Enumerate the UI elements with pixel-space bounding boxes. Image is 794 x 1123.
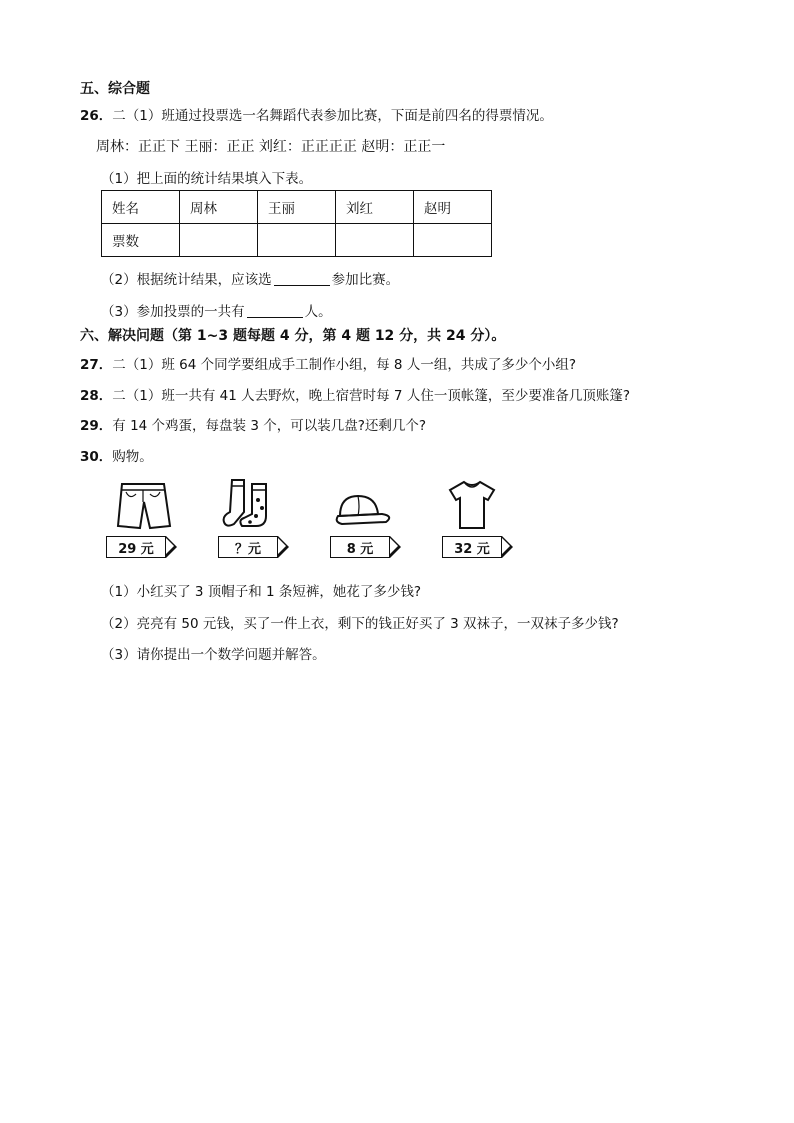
answer-blank[interactable]: [274, 271, 330, 286]
question-number: 29．: [80, 418, 113, 434]
part-text: 参加比赛。: [331, 272, 400, 288]
price-tag: 8 元: [330, 536, 390, 558]
table-cell: 王丽: [258, 191, 336, 224]
tally-results: 周林：正正下 王丽：正正 刘红：正正正正 赵明：正正一: [96, 139, 446, 155]
question-number: 26．: [80, 108, 113, 124]
item-tshirt: [436, 476, 516, 564]
table-row: [102, 224, 492, 257]
socks-icon: [212, 476, 292, 536]
answer-cell[interactable]: [414, 224, 492, 257]
question-text: 二（1）班 64 个同学要组成手工制作小组，每 8 人一组，共成了多少个小组?: [112, 357, 576, 373]
answer-cell[interactable]: [180, 224, 258, 257]
question-text: 有 14 个鸡蛋，每盘装 3 个，可以装几盘?还剩几个?: [112, 418, 427, 434]
question-text: 购物。: [112, 449, 153, 465]
question-26: [80, 104, 553, 124]
question-number: 30．: [80, 449, 113, 465]
question-27: [80, 353, 576, 373]
tshirt-icon: [436, 476, 516, 536]
q30-part-2: （2）亮亮有 50 元钱，买了一件上衣，剩下的钱正好买了 3 双袜子，一双袜子多少钱?: [101, 616, 619, 632]
section-5-title: 五、综合题: [80, 81, 150, 97]
item-socks: [212, 476, 292, 564]
vote-table: [101, 190, 492, 257]
section-6-title: 六、解决问题（第 1~3 题每题 4 分，第 4 题 12 分，共 24 分）。: [80, 328, 506, 344]
question-text: 二（1）班通过投票选一名舞蹈代表参加比赛，下面是前四名的得票情况。: [112, 108, 553, 124]
question-number: 28．: [80, 388, 113, 404]
q26-part-3: [101, 300, 332, 320]
question-29: [80, 414, 426, 434]
question-text: 二（1）班一共有 41 人去野炊，晚上宿营时每 7 人住一顶帐篷，至少要准备几顶账篷?: [112, 388, 630, 404]
table-cell: 姓名: [102, 191, 180, 224]
part-text: （3）参加投票的一共有: [101, 304, 245, 320]
table-cell: 赵明: [414, 191, 492, 224]
answer-cell[interactable]: [258, 224, 336, 257]
question-30: [80, 445, 153, 465]
price-tag: 29 元: [106, 536, 166, 558]
part-text: 人。: [304, 304, 332, 320]
q30-part-3: （3）请你提出一个数学问题并解答。: [101, 647, 326, 663]
shorts-icon: [100, 476, 180, 536]
part-text: （2）根据统计结果，应该选: [101, 272, 272, 288]
table-cell: 票数: [102, 224, 180, 257]
table-cell: 刘红: [336, 191, 414, 224]
q26-part-1: （1）把上面的统计结果填入下表。: [101, 171, 313, 187]
question-number: 27．: [80, 357, 113, 373]
table-header-row: [102, 191, 492, 224]
q26-part-2: [101, 268, 399, 288]
answer-blank[interactable]: [247, 303, 303, 318]
shopping-items: [100, 476, 510, 564]
cap-icon: [324, 476, 404, 536]
table-cell: 周林: [180, 191, 258, 224]
q30-part-1: （1）小红买了 3 顶帽子和 1 条短裤，她花了多少钱?: [101, 584, 422, 600]
question-28: [80, 384, 630, 404]
price-tag: ？元: [218, 536, 278, 558]
item-shorts: [100, 476, 180, 564]
price-tag: 32 元: [442, 536, 502, 558]
item-cap: [324, 476, 404, 564]
answer-cell[interactable]: [336, 224, 414, 257]
